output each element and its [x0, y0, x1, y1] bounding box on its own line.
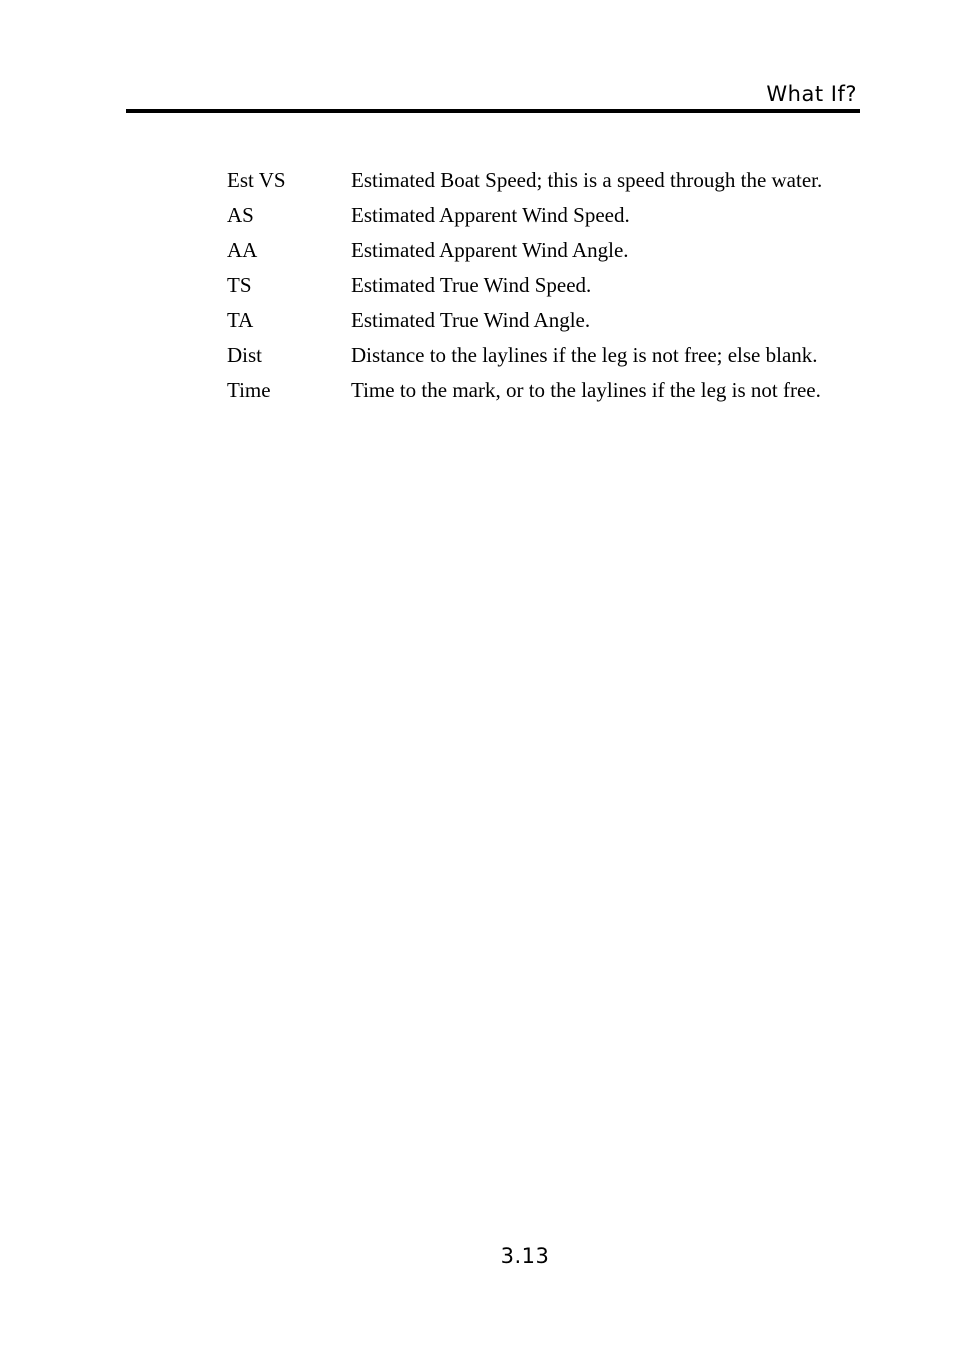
definition-row — [227, 202, 845, 228]
definition-description: Estimated True Wind Angle. — [351, 308, 591, 332]
definition-row — [227, 237, 845, 263]
definition-description: Distance to the laylines if the leg is not free; else blank. — [351, 343, 818, 367]
definition-description: Estimated True Wind Speed. — [351, 273, 592, 297]
definition-term: TS — [227, 273, 252, 297]
definition-row — [227, 307, 845, 333]
definition-description: Time to the mark, or to the laylines if the leg is not free. — [351, 378, 821, 402]
definition-row — [227, 272, 845, 298]
definition-term: AS — [227, 203, 254, 227]
definition-term: Time — [227, 378, 271, 402]
definition-term: AA — [227, 238, 258, 262]
definition-row — [227, 342, 845, 368]
definition-row — [227, 377, 845, 403]
page-number: 3.13 — [500, 1244, 550, 1268]
definition-description: Estimated Apparent Wind Speed. — [351, 203, 630, 227]
header-divider — [126, 109, 860, 113]
definition-row — [227, 167, 845, 193]
definition-list — [227, 167, 845, 412]
definition-term: TA — [227, 308, 254, 332]
definition-term: Est VS — [227, 168, 286, 192]
definition-description: Estimated Boat Speed; this is a speed through the water. — [351, 168, 823, 192]
definition-description: Estimated Apparent Wind Angle. — [351, 238, 629, 262]
page-header-title: What If? — [766, 82, 857, 106]
definition-term: Dist — [227, 343, 263, 367]
